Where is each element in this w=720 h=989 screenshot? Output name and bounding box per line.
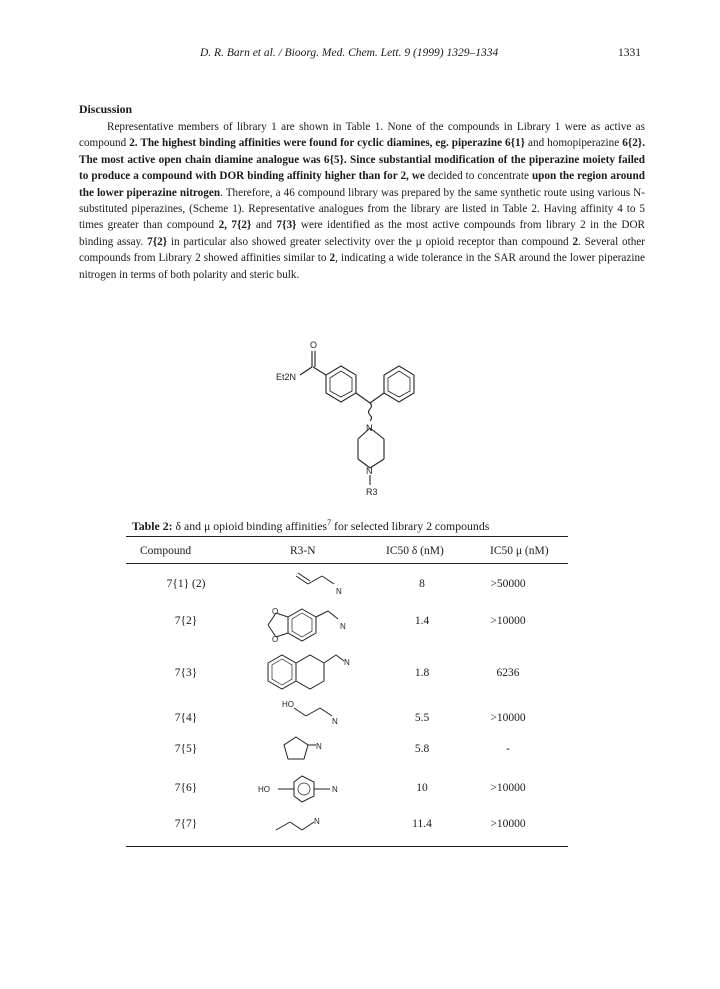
- ic50-mu-value: >10000: [490, 712, 526, 724]
- svg-text:HO: HO: [282, 700, 294, 709]
- ic50-delta-value: 11.4: [412, 818, 432, 830]
- ic50-delta-value: 1.8: [414, 667, 430, 679]
- ic50-delta-value: 5.5: [414, 712, 430, 724]
- svg-text:N: N: [344, 658, 350, 667]
- r3-substituent-label: R3: [366, 487, 378, 497]
- ic50-mu-value: >50000: [490, 578, 526, 590]
- tetrahydronaphthylmethyl-structure: [248, 651, 388, 695]
- table-caption: Table 2: δ and μ opioid binding affinities$^7$ for selected library 2 compounds: [132, 518, 490, 533]
- ic50-mu-value: >10000: [490, 782, 526, 794]
- ic50-delta-value: 1.4: [414, 615, 430, 627]
- hydroxyphenyl-structure: [252, 772, 372, 808]
- page-number: 1331: [618, 47, 641, 59]
- svg-text:N: N: [314, 817, 320, 826]
- svg-text:N: N: [336, 587, 342, 596]
- carbonyl-oxygen-label: O: [310, 340, 318, 350]
- running-header: [0, 47, 720, 63]
- svg-text:HO: HO: [258, 785, 270, 794]
- ic50-mu-value: -: [506, 743, 510, 755]
- compound-id: 7{5}: [174, 743, 198, 755]
- discussion-paragraph: Representative members of library 1 are shown in Table 1. None of the compounds in Library 1 were as active as compound 2. The highest binding affinities were found for cyclic diamines, eg. piperazine 6{1} and homopiperazine 6{2}. The most active open chain diamine analogue was 6{5}. Since substantial modification of the piperazine moiety failed to produce a compound with DOR binding affinity higher than for 2, we decided to concentrate upon the region around the lower piperazine nitrogen. Therefore, a 46 compound library was prepared by the same synthetic route using various N-substituted piperazines, (Scheme 1). Representative analogues from the library are listed in Table 2. Having affinity 4 to 5 times greater than compound 2, 7{2} and 7{3} were identified as the most active compounds from library 2 in the DOR binding assay. 7{2} in particular also showed greater selectivity over the μ opioid receptor than compound 2. Several other compounds from Library 2 showed affinities similar to 2, indicating a wide tolerance in the SAR around the lower piperazine nitrogen in terms of both polarity and steric bulk.: [79, 121, 646, 281]
- table-row: [126, 772, 568, 812]
- table-row: [126, 651, 568, 691]
- benzodioxolylmethyl-structure: [252, 605, 382, 645]
- table-row: [126, 733, 568, 773]
- ic50-mu-value: >10000: [490, 615, 526, 627]
- amide-group-label: Et2N: [276, 372, 297, 382]
- table-row: [126, 696, 568, 736]
- ic50-delta-value: 8: [419, 578, 425, 590]
- svg-text:O: O: [272, 635, 279, 644]
- ic50-mu-value: >10000: [490, 818, 526, 830]
- cyclopentyl-structure: [276, 733, 366, 767]
- svg-text:N: N: [332, 717, 338, 726]
- compound-id: 7{2}: [174, 615, 198, 627]
- compound-id: 7{6}: [174, 782, 198, 794]
- piperazine-top-nitrogen-label: N: [366, 423, 373, 433]
- ic50-delta-value: 10: [416, 782, 428, 794]
- allyl-structure: [266, 570, 376, 602]
- ic50-mu-value: 6236: [496, 667, 520, 679]
- piperazine-bottom-nitrogen-label: N: [366, 466, 373, 476]
- svg-text:N: N: [316, 742, 322, 751]
- svg-text:O: O: [272, 607, 279, 616]
- ic50-delta-value: 5.8: [414, 743, 430, 755]
- table-top-rule: [126, 536, 568, 537]
- journal-citation: D. R. Barn et al. / Bioorg. Med. Chem. Lett. 9 (1999) 1329–1334: [200, 47, 499, 59]
- table-row: [126, 605, 568, 645]
- compound-id: 7{4}: [174, 712, 198, 724]
- section-heading: Discussion: [79, 102, 133, 116]
- header-ic50-delta: IC50 δ (nM): [386, 545, 444, 557]
- header-r3n: R3-N: [290, 545, 316, 557]
- propyl-structure: [266, 812, 366, 838]
- compound-id: 7{3}: [174, 667, 198, 679]
- table-bottom-rule: [126, 846, 568, 847]
- header-compound: Compound: [140, 545, 192, 557]
- compound-id: 7{1} (2): [166, 578, 206, 590]
- table-header-rule: [126, 563, 568, 564]
- compound-id: 7{7}: [174, 818, 198, 830]
- general-structure-diagram: [250, 335, 450, 500]
- svg-text:N: N: [332, 785, 338, 794]
- hydroxypropyl-structure: [260, 696, 370, 730]
- header-ic50-mu: IC50 μ (nM): [490, 545, 549, 557]
- table-row: [126, 570, 568, 610]
- svg-text:N: N: [340, 622, 346, 631]
